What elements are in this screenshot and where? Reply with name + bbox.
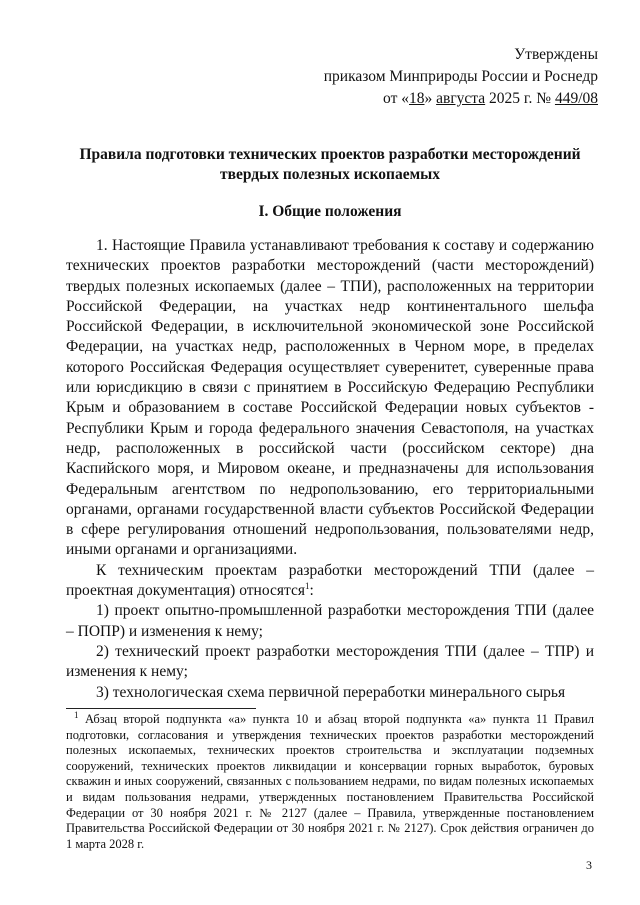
approval-date-mid: » bbox=[424, 90, 437, 107]
paragraph-2 bbox=[66, 561, 594, 602]
list-item-2: 2) технический проект разработки месторождения ТПИ (далее – ТПР) и изменения к нему; bbox=[66, 642, 594, 681]
paragraph-2-text: К техническим проектам разработки месторождений ТПИ (далее – проектная документация) относятся bbox=[66, 561, 594, 600]
approval-order-number: 449/08 bbox=[554, 90, 598, 107]
footnote-divider bbox=[66, 708, 256, 709]
footnote-text: Абзац второй подпункта «а» пункта 10 и абзац второй подпункта «а» пункта 11 Правил подготовки, согласования и утверждения технических проектов разработки месторождений полезных ископаемых, технических проектов строительства и эксплуатации подземных сооружений, технических проектов ликвидации и консервации горных выработок, буровых скважин и иных сооружений, связанных с пользованием недрами, по видам полезных ископаемых и видам пользования недрами, утвержденных постановлением Правительства Российской Федерации от 30 ноября 2021 г. № 2127 (далее – Правила, утвержденные постановлением Правительства Российской Федерации от 30 ноября 2021 г. № 2127). Срок действия ограничен до 1 марта 2028 г. bbox=[66, 712, 594, 851]
footnote-text-block bbox=[66, 709, 594, 852]
footnote bbox=[66, 709, 594, 852]
approval-line-2: приказом Минприроды России и Роснедр bbox=[323, 68, 598, 85]
document-title-line-1: Правила подготовки технических проектов разработки месторождений bbox=[79, 146, 581, 163]
document-title bbox=[66, 145, 594, 185]
footnote-marker: 1 bbox=[74, 709, 79, 720]
list-item-1: 1) проект опытно-промышленной разработки месторождения ТПИ (далее – ПОПР) и изменения к нему; bbox=[66, 602, 594, 640]
document-body bbox=[66, 236, 594, 703]
paragraph-1: 1. Настоящие Правила устанавливают требования к составу и содержанию технических проектов разработки месторождений (части месторождений) твердых полезных ископаемых (далее – ТПИ), расположенных на территории Российской Федерации, на участках недр континентального шельфа Российской Федерации, в исключительной экономической зоне Российской Федерации, на участках недр, расположенных в Черном море, в пределах которого Российская Федерация осуществляет суверенитет, суверенные права или юрисдикцию в связи с принятием в Российскую Федерацию Республики Крым и образованием в составе Российской Федерации новых субъектов - Республики Крым и города федерального значения Севастополя, на участках недр, расположенных в российской части (российском секторе) дна Каспийского моря, и Мировом океане, и предназначены для использования Федеральным агентством по недропользованию, его территориальными органами, органами государственной власти субъектов Российской Федерации в сфере регулирования отношений недропользования, пользователями недр, иными органами и организациями. bbox=[66, 237, 594, 559]
approval-date-day: 18 bbox=[409, 90, 425, 107]
document-title-line-2: твердых полезных ископаемых bbox=[219, 166, 441, 183]
approval-block bbox=[324, 44, 598, 110]
section-heading: I. Общие положения bbox=[258, 203, 402, 220]
approval-line-3 bbox=[324, 88, 598, 110]
approval-date-year: 2025 г. № bbox=[485, 90, 555, 107]
footnote-reference: 1 bbox=[304, 580, 310, 591]
page-number: 3 bbox=[586, 858, 592, 872]
list-item-3: 3) технологическая схема первичной переработки минерального сырья bbox=[96, 683, 566, 701]
approval-line-1: Утверждены bbox=[514, 46, 598, 63]
approval-date-prefix: от « bbox=[383, 90, 409, 107]
approval-date-month: августа bbox=[436, 90, 486, 107]
paragraph-2-end: : bbox=[309, 582, 314, 600]
